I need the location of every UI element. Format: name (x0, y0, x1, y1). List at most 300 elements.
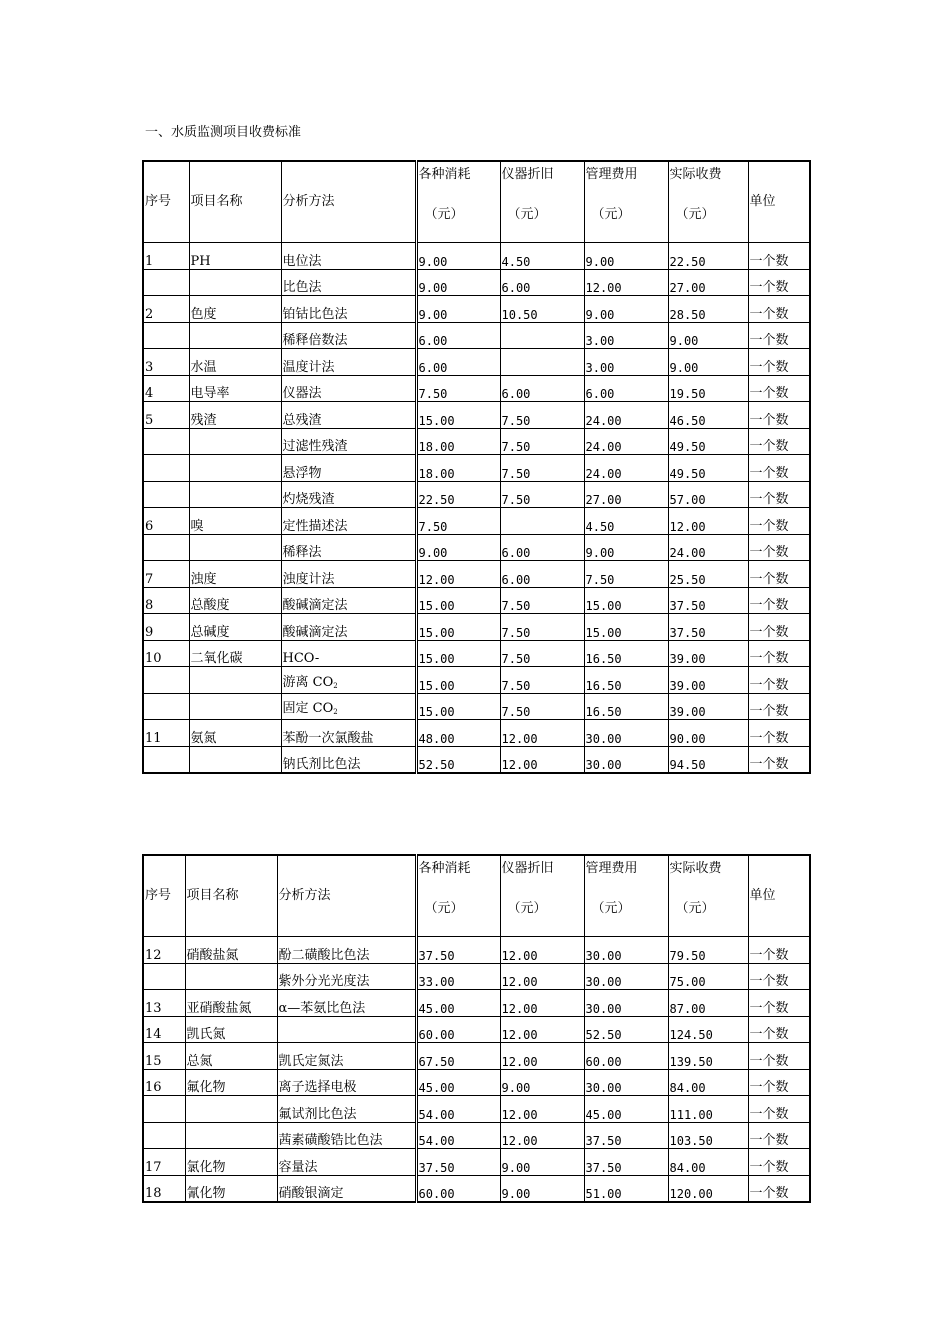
cell-item-name (189, 243, 281, 270)
cell-depreciation (500, 1122, 584, 1149)
cell-unit-text: 一个数 (749, 598, 789, 613)
cell-method (281, 587, 416, 614)
cell-item-name (189, 508, 281, 535)
cell-no-text: 13 (145, 1000, 162, 1016)
header-method: 分析方法 (277, 855, 416, 937)
cell-no-text: 11 (145, 730, 162, 746)
cell-management-text: 30.00 (585, 975, 622, 989)
cell-unit-text: 一个数 (749, 704, 789, 719)
cell-unit-text: 一个数 (749, 1159, 789, 1175)
cell-management-text: 24.00 (585, 413, 622, 428)
cell-unit (748, 269, 810, 296)
cell-actual-fee-text: 84.00 (669, 1081, 706, 1095)
cell-no (143, 937, 185, 964)
cell-no-text: 7 (145, 571, 154, 587)
cell-actual-fee (668, 428, 748, 455)
cell-depreciation-text: 10.50 (501, 307, 538, 322)
cell-unit (748, 428, 810, 455)
cell-unit-text: 一个数 (749, 974, 789, 989)
cell-no-text: 10 (145, 651, 162, 666)
cell-no (143, 1096, 185, 1123)
cell-consume (416, 963, 500, 990)
cell-actual-fee (668, 614, 748, 641)
cell-depreciation (500, 243, 584, 270)
cell-actual-fee (668, 1043, 748, 1070)
cell-consume (416, 296, 500, 323)
cell-unit-text: 一个数 (749, 545, 789, 560)
cell-management-text: 52.50 (585, 1028, 622, 1042)
cell-depreciation-text: 6.00 (501, 281, 531, 295)
cell-unit-text: 一个数 (749, 333, 789, 348)
subscript: 2 (333, 681, 338, 690)
cell-actual-fee (668, 534, 748, 561)
cell-unit (748, 1043, 810, 1070)
cell-no (143, 720, 189, 747)
cell-unit (748, 243, 810, 270)
table-row (143, 243, 810, 270)
cell-consume (416, 349, 500, 376)
cell-consume-text: 6.00 (418, 360, 448, 375)
cell-consume (416, 667, 500, 694)
table-row (143, 667, 810, 694)
cell-actual-fee (668, 349, 748, 376)
table-row (143, 1149, 810, 1176)
cell-unit (748, 455, 810, 482)
cell-method (277, 1175, 416, 1202)
cell-depreciation-text: 7.50 (501, 625, 531, 640)
cell-consume-text: 7.50 (418, 519, 448, 534)
cell-method (281, 534, 416, 561)
cell-method (277, 1069, 416, 1096)
cell-actual-fee-text: 9.00 (669, 334, 699, 348)
header-depreciation: 仪器折旧 （元） (500, 161, 584, 243)
cell-unit-text: 一个数 (749, 730, 789, 746)
cell-depreciation (500, 349, 584, 376)
cell-depreciation-text: 12.00 (501, 1028, 538, 1042)
cell-no (143, 1016, 185, 1043)
cell-management (584, 534, 668, 561)
cell-consume-text: 6.00 (418, 334, 448, 348)
cell-management (584, 937, 668, 964)
cell-consume-text: 60.00 (418, 1028, 455, 1042)
cell-item-name-text: 硝酸盐氮 (186, 947, 239, 963)
table-row (143, 481, 810, 508)
cell-actual-fee (668, 561, 748, 588)
header-no: 序号 (143, 855, 185, 937)
cell-unit-text: 一个数 (749, 359, 789, 375)
cell-consume-text: 9.00 (418, 307, 448, 322)
cell-consume-text: 9.00 (418, 254, 448, 269)
cell-depreciation-text: 12.00 (501, 731, 538, 746)
cell-unit-text: 一个数 (749, 757, 789, 772)
cell-actual-fee-text: 49.50 (669, 466, 706, 481)
cell-depreciation (500, 375, 584, 402)
cell-no (143, 375, 189, 402)
cell-item-name (185, 1016, 277, 1043)
cell-management-text: 9.00 (585, 546, 615, 560)
cell-consume (416, 428, 500, 455)
cell-method-text: 容量法 (278, 1159, 318, 1175)
cell-actual-fee (668, 1069, 748, 1096)
cell-no-text: 5 (145, 412, 154, 428)
cell-actual-fee-text: 22.50 (669, 254, 706, 269)
cell-actual-fee-text: 79.50 (669, 948, 706, 963)
cell-unit (748, 375, 810, 402)
header-depreciation: 仪器折旧 （元） (500, 855, 584, 937)
cell-actual-fee (668, 1175, 748, 1202)
cell-consume-text: 37.50 (418, 1160, 455, 1175)
header-method: 分析方法 (281, 161, 416, 243)
cell-depreciation (500, 402, 584, 429)
table-row (143, 746, 810, 773)
cell-unit-text: 一个数 (749, 1080, 789, 1095)
cell-method (281, 322, 416, 349)
cell-method (277, 1122, 416, 1149)
cell-management (584, 1016, 668, 1043)
cell-management-text: 45.00 (585, 1107, 622, 1122)
header-actual: 实际收费 （元） (668, 855, 748, 937)
cell-consume (416, 693, 500, 720)
cell-method-text: 茜素磺酸锆比色法 (278, 1133, 383, 1148)
cell-actual-fee-text: 24.00 (669, 546, 706, 560)
cell-actual-fee-text: 39.00 (669, 652, 706, 666)
cell-unit (748, 1122, 810, 1149)
cell-actual-fee (668, 269, 748, 296)
cell-actual-fee-text: 12.00 (669, 519, 706, 534)
cell-depreciation-text: 6.00 (501, 546, 531, 560)
cell-management (584, 269, 668, 296)
header-no: 序号 (143, 161, 189, 243)
cell-consume-text: 45.00 (418, 1081, 455, 1095)
cell-management-text: 37.50 (585, 1160, 622, 1175)
cell-unit-text: 一个数 (749, 465, 789, 481)
fee-table-2 (142, 854, 811, 1203)
cell-management-text: 12.00 (585, 281, 622, 295)
cell-actual-fee-text: 37.50 (669, 625, 706, 640)
cell-actual-fee-text: 94.50 (669, 758, 706, 772)
cell-unit (748, 1069, 810, 1096)
cell-item-name (189, 640, 281, 667)
cell-depreciation (500, 1043, 584, 1070)
cell-management (584, 614, 668, 641)
cell-actual-fee (668, 937, 748, 964)
cell-unit-text: 一个数 (749, 571, 789, 587)
cell-item-name-text: 水温 (190, 359, 217, 375)
cell-method-text: 过滤性残渣 (282, 439, 348, 454)
table-header-row (143, 855, 810, 937)
cell-method-text: 铂钴比色法 (282, 306, 348, 322)
cell-method (281, 508, 416, 535)
cell-actual-fee (668, 296, 748, 323)
cell-management (584, 1122, 668, 1149)
cell-method-text: 比色法 (282, 280, 322, 295)
cell-method (277, 1096, 416, 1123)
cell-item-name (189, 746, 281, 773)
cell-management (584, 561, 668, 588)
cell-item-name (189, 428, 281, 455)
cell-depreciation-text: 12.00 (501, 758, 538, 772)
table-row (143, 937, 810, 964)
cell-depreciation (500, 746, 584, 773)
cell-actual-fee-text: 49.50 (669, 440, 706, 454)
cell-actual-fee (668, 1122, 748, 1149)
cell-management-text: 30.00 (585, 1081, 622, 1095)
cell-consume (416, 1175, 500, 1202)
cell-item-name (189, 481, 281, 508)
cell-method (281, 481, 416, 508)
cell-consume (416, 243, 500, 270)
cell-consume-text: 33.00 (418, 975, 455, 989)
cell-actual-fee-text: 120.00 (669, 1187, 713, 1201)
cell-unit-text: 一个数 (749, 947, 789, 963)
cell-consume-text: 15.00 (418, 599, 455, 613)
cell-management-text: 30.00 (585, 758, 622, 772)
cell-management (584, 640, 668, 667)
cell-actual-fee-text: 37.50 (669, 599, 706, 613)
cell-method (281, 428, 416, 455)
table-row (143, 614, 810, 641)
cell-no-text: 17 (145, 1159, 162, 1175)
cell-unit-text: 一个数 (749, 280, 789, 295)
cell-management-text: 4.50 (585, 519, 615, 534)
cell-consume (416, 455, 500, 482)
cell-actual-fee (668, 640, 748, 667)
fee-table-1 (142, 160, 811, 774)
cell-actual-fee-text: 19.50 (669, 387, 706, 401)
cell-depreciation-text: 7.50 (501, 413, 531, 428)
cell-management (584, 990, 668, 1017)
cell-unit-text: 一个数 (749, 306, 789, 322)
cell-item-name (189, 375, 281, 402)
cell-actual-fee (668, 402, 748, 429)
cell-management-text: 9.00 (585, 254, 615, 269)
cell-consume-text: 15.00 (418, 678, 455, 693)
cell-consume (416, 269, 500, 296)
cell-item-name-text: 总酸度 (190, 598, 230, 613)
cell-actual-fee (668, 481, 748, 508)
cell-no (143, 269, 189, 296)
cell-item-name-text: 嗅 (190, 518, 204, 534)
cell-management-text: 51.00 (585, 1187, 622, 1201)
cell-depreciation-text: 7.50 (501, 678, 531, 693)
cell-depreciation (500, 963, 584, 990)
cell-consume (416, 1069, 500, 1096)
cell-method (277, 937, 416, 964)
cell-item-name (189, 322, 281, 349)
cell-actual-fee-text: 84.00 (669, 1160, 706, 1175)
cell-management-text: 15.00 (585, 625, 622, 640)
cell-actual-fee-text: 87.00 (669, 1001, 706, 1016)
cell-method (281, 693, 416, 720)
table-row (143, 963, 810, 990)
cell-item-name (185, 1122, 277, 1149)
cell-management (584, 349, 668, 376)
cell-consume (416, 720, 500, 747)
cell-method-text: 定性描述法 (282, 518, 348, 534)
cell-depreciation (500, 667, 584, 694)
cell-item-name (185, 963, 277, 990)
header-name: 项目名称 (185, 855, 277, 937)
cell-item-name (189, 349, 281, 376)
cell-actual-fee (668, 990, 748, 1017)
cell-unit-text: 一个数 (749, 253, 789, 269)
cell-actual-fee (668, 375, 748, 402)
cell-unit (748, 322, 810, 349)
cell-management-text: 30.00 (585, 948, 622, 963)
cell-management (584, 963, 668, 990)
cell-consume (416, 990, 500, 1017)
cell-management (584, 587, 668, 614)
cell-management-text: 37.50 (585, 1134, 622, 1148)
cell-method (281, 349, 416, 376)
cell-no (143, 1149, 185, 1176)
cell-actual-fee-text: 28.50 (669, 307, 706, 322)
cell-consume (416, 746, 500, 773)
cell-management-text: 7.50 (585, 572, 615, 587)
cell-no (143, 243, 189, 270)
cell-method-text: 酸碱滴定法 (282, 624, 348, 640)
header-consume: 各种消耗 （元） (416, 161, 500, 243)
cell-unit-text: 一个数 (749, 1186, 789, 1201)
cell-consume-text: 7.50 (418, 387, 448, 401)
table-row (143, 693, 810, 720)
table-row (143, 455, 810, 482)
cell-no (143, 963, 185, 990)
cell-consume-text: 18.00 (418, 440, 455, 454)
cell-unit-text: 一个数 (749, 492, 789, 507)
cell-consume (416, 937, 500, 964)
cell-depreciation (500, 322, 584, 349)
cell-actual-fee (668, 243, 748, 270)
cell-no-text: 6 (145, 518, 154, 534)
table-row (143, 269, 810, 296)
cell-consume (416, 402, 500, 429)
cell-depreciation-text: 12.00 (501, 975, 538, 989)
cell-depreciation-text: 4.50 (501, 254, 531, 269)
cell-unit-text: 一个数 (749, 1133, 789, 1148)
cell-actual-fee (668, 322, 748, 349)
cell-no (143, 1043, 185, 1070)
cell-unit-text: 一个数 (749, 651, 789, 666)
cell-depreciation-text: 9.00 (501, 1187, 531, 1201)
cell-depreciation (500, 587, 584, 614)
cell-consume-text: 60.00 (418, 1187, 455, 1201)
cell-unit (748, 963, 810, 990)
header-management: 管理费用 （元） (584, 161, 668, 243)
cell-no-text: 14 (145, 1027, 162, 1042)
cell-item-name (189, 614, 281, 641)
cell-unit (748, 746, 810, 773)
cell-item-name-text: 凯氏氮 (186, 1027, 226, 1042)
cell-consume (416, 587, 500, 614)
cell-depreciation (500, 1149, 584, 1176)
cell-unit (748, 1149, 810, 1176)
cell-no (143, 428, 189, 455)
cell-actual-fee-text: 90.00 (669, 731, 706, 746)
cell-depreciation-text: 7.50 (501, 440, 531, 454)
cell-depreciation-text: 12.00 (501, 1107, 538, 1122)
cell-item-name (189, 667, 281, 694)
cell-no-text: 3 (145, 359, 154, 375)
cell-item-name (185, 1149, 277, 1176)
cell-unit-text: 一个数 (749, 624, 789, 640)
cell-consume-text: 52.50 (418, 758, 455, 772)
cell-management (584, 322, 668, 349)
cell-actual-fee-text: 39.00 (669, 678, 706, 693)
cell-no (143, 508, 189, 535)
cell-unit (748, 561, 810, 588)
cell-method (281, 455, 416, 482)
table-row (143, 375, 810, 402)
cell-no-text: 1 (145, 253, 154, 269)
cell-item-name-text: 电导率 (190, 386, 230, 401)
cell-unit (748, 587, 810, 614)
cell-method (277, 1149, 416, 1176)
cell-management-text: 27.00 (585, 493, 622, 507)
cell-unit (748, 1096, 810, 1123)
cell-consume (416, 534, 500, 561)
table-row (143, 428, 810, 455)
cell-management (584, 667, 668, 694)
cell-method (277, 990, 416, 1017)
cell-consume-text: 45.00 (418, 1001, 455, 1016)
cell-no (143, 481, 189, 508)
cell-consume (416, 508, 500, 535)
header-unit: 单位 (748, 161, 810, 243)
cell-consume (416, 1016, 500, 1043)
cell-depreciation-text: 12.00 (501, 948, 538, 963)
cell-consume (416, 1149, 500, 1176)
cell-depreciation (500, 269, 584, 296)
cell-management (584, 296, 668, 323)
cell-actual-fee (668, 1149, 748, 1176)
cell-depreciation (500, 428, 584, 455)
cell-management (584, 402, 668, 429)
table-row (143, 534, 810, 561)
cell-unit-text: 一个数 (749, 518, 789, 534)
cell-unit (748, 640, 810, 667)
cell-no-text: 12 (145, 947, 162, 963)
table-row (143, 720, 810, 747)
cell-depreciation-text: 9.00 (501, 1081, 531, 1095)
cell-depreciation-text: 12.00 (501, 1134, 538, 1148)
cell-method-text: 离子选择电极 (278, 1080, 357, 1095)
cell-no-text: 15 (145, 1053, 162, 1069)
cell-method-text: 灼烧残渣 (282, 492, 335, 507)
cell-method (277, 963, 416, 990)
cell-depreciation (500, 1069, 584, 1096)
header-actual: 实际收费 （元） (668, 161, 748, 243)
cell-no-text: 16 (145, 1080, 162, 1095)
cell-consume (416, 481, 500, 508)
cell-method (281, 640, 416, 667)
cell-management (584, 375, 668, 402)
cell-actual-fee-text: 9.00 (669, 360, 699, 375)
cell-unit (748, 534, 810, 561)
cell-unit-text: 一个数 (749, 1000, 789, 1016)
cell-management (584, 1149, 668, 1176)
cell-no (143, 990, 185, 1017)
cell-actual-fee (668, 508, 748, 535)
cell-no (143, 561, 189, 588)
cell-management-text: 9.00 (585, 307, 615, 322)
cell-actual-fee (668, 455, 748, 482)
cell-management-text: 30.00 (585, 731, 622, 746)
cell-unit (748, 720, 810, 747)
cell-management (584, 1069, 668, 1096)
cell-actual-fee (668, 720, 748, 747)
cell-depreciation-text: 7.50 (501, 705, 531, 719)
